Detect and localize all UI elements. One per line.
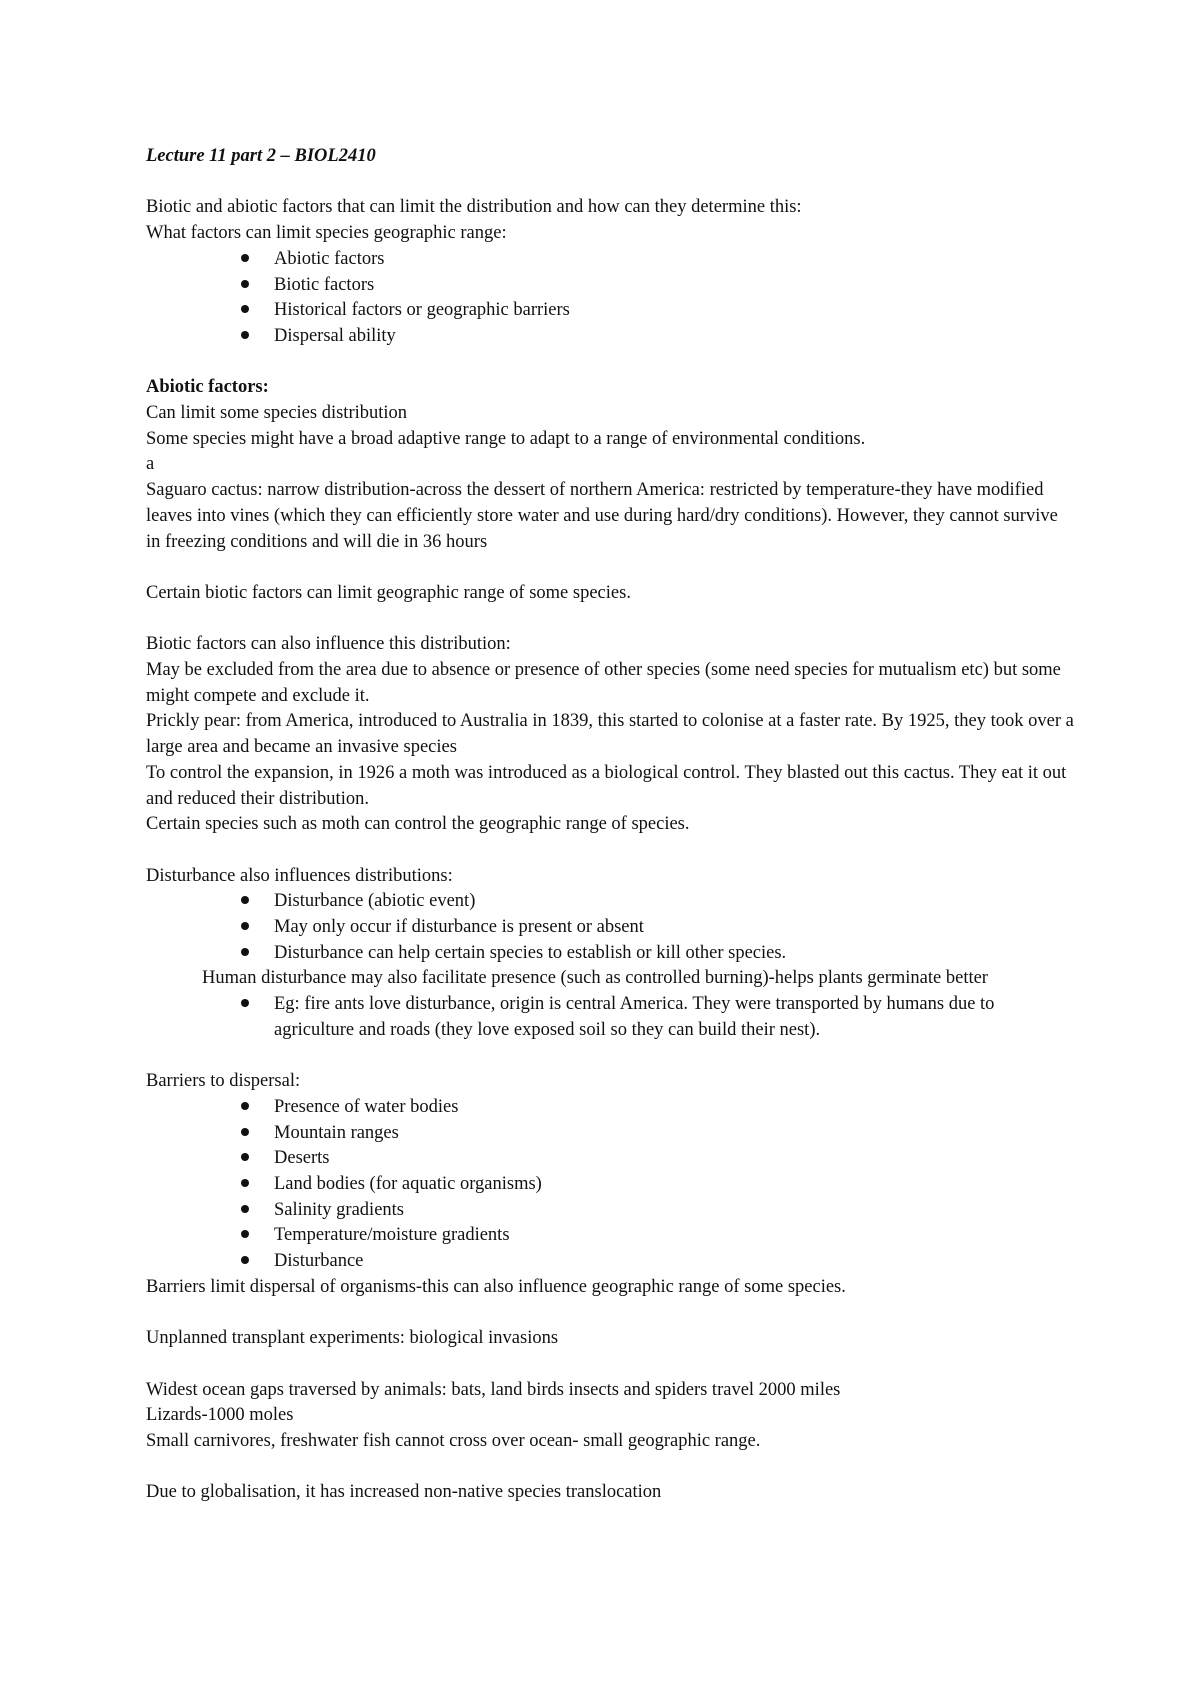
lecture-title: Lecture 11 part 2 – BIOL2410 [146, 146, 376, 166]
biotic-line-2: May be excluded from the area due to absence or presence of other species (some need species for mutualism etc) but some might compete and exclude it. [146, 660, 1061, 706]
abiotic-line-2: Some species might have a broad adaptive range to adapt to a range of environmental conditions. [146, 428, 866, 449]
list-item: Dispersal ability [274, 324, 1076, 350]
list-item: Mountain ranges [274, 1121, 1076, 1147]
ocean-line-3: Small carnivores, freshwater fish cannot cross over ocean- small geographic range. [146, 1431, 761, 1452]
list-item: Presence of water bodies [274, 1095, 1076, 1121]
intro-line-1: Biotic and abiotic factors that can limit the distribution and how can they determine this: [146, 197, 802, 218]
disturbance-list [146, 889, 1076, 966]
spacer [146, 838, 1076, 864]
saguaro-paragraph: Saguaro cactus: narrow distribution-across the dessert of northern America: restricted by temperature-they have modified leaves into vines (which they can efficiently store water and use during hard/dry conditions). However, they cannot survive in freezing conditions and will die in 36 hours [146, 480, 1058, 552]
spacer [146, 1352, 1076, 1378]
spacer [146, 1301, 1076, 1327]
list-item: Eg: fire ants love disturbance, origin is central America. They were transported by humans due to agriculture and roads (they love exposed soil so they can build their nest). [274, 992, 1076, 1043]
spacer [146, 170, 1076, 196]
abiotic-heading: Abiotic factors: [146, 377, 269, 398]
fire-ant-example-list [146, 992, 1076, 1043]
intro-factor-list [146, 247, 1076, 350]
list-item: Disturbance can help certain species to establish or kill other species. [274, 941, 1076, 967]
list-item: Biotic factors [274, 273, 1076, 299]
list-item: Land bodies (for aquatic organisms) [274, 1172, 1076, 1198]
intro-line-2: What factors can limit species geographic range: [146, 223, 507, 244]
list-item: Historical factors or geographic barriers [274, 298, 1076, 324]
ocean-line-2: Lizards-1000 moles [146, 1405, 294, 1426]
globalisation-line: Due to globalisation, it has increased non-native species translocation [146, 1482, 662, 1503]
moth-control-paragraph: To control the expansion, in 1926 a moth was introduced as a biological control. They blasted out this cactus. They eat it out and reduced their distribution. [146, 762, 1067, 809]
barriers-heading: Barriers to dispersal: [146, 1071, 301, 1092]
abiotic-line-1: Can limit some species distribution [146, 403, 408, 423]
list-item: Disturbance (abiotic event) [274, 889, 1076, 915]
barriers-list [146, 1095, 1076, 1275]
spacer [146, 350, 1076, 376]
unplanned-line: Unplanned transplant experiments: biological invasions [146, 1328, 559, 1349]
list-item: Abiotic factors [274, 247, 1076, 273]
spacer [146, 555, 1076, 581]
prickly-pear-paragraph: Prickly pear: from America, introduced to Australia in 1839, this started to colonise at a faster rate. By 1925, they took over a large area and became an invasive species [146, 711, 1074, 758]
spacer [146, 607, 1076, 633]
list-item: Deserts [274, 1146, 1076, 1172]
human-disturbance-paragraph: Human disturbance may also facilitate presence (such as controlled burning)-helps plants germinate better [202, 968, 988, 989]
ocean-line-1: Widest ocean gaps traversed by animals: bats, land birds insects and spiders travel 2000 miles [146, 1379, 841, 1400]
spacer [146, 1455, 1076, 1481]
abiotic-line-3: a [146, 454, 155, 475]
barriers-summary: Barriers limit dispersal of organisms-this can also influence geographic range of some species. [146, 1276, 846, 1297]
list-item: Salinity gradients [274, 1198, 1076, 1224]
document-page [146, 144, 1076, 1506]
biotic-line-5: Certain species such as moth can control the geographic range of species. [146, 814, 690, 835]
disturbance-heading: Disturbance also influences distributions: [146, 865, 453, 886]
list-item: Temperature/moisture gradients [274, 1223, 1076, 1249]
list-item: May only occur if disturbance is present or absent [274, 915, 1076, 941]
biotic-line-1: Biotic factors can also influence this distribution: [146, 634, 511, 655]
biotic-limit-line: Certain biotic factors can limit geographic range of some species. [146, 582, 631, 603]
list-item: Disturbance [274, 1249, 1076, 1275]
spacer [146, 1044, 1076, 1070]
